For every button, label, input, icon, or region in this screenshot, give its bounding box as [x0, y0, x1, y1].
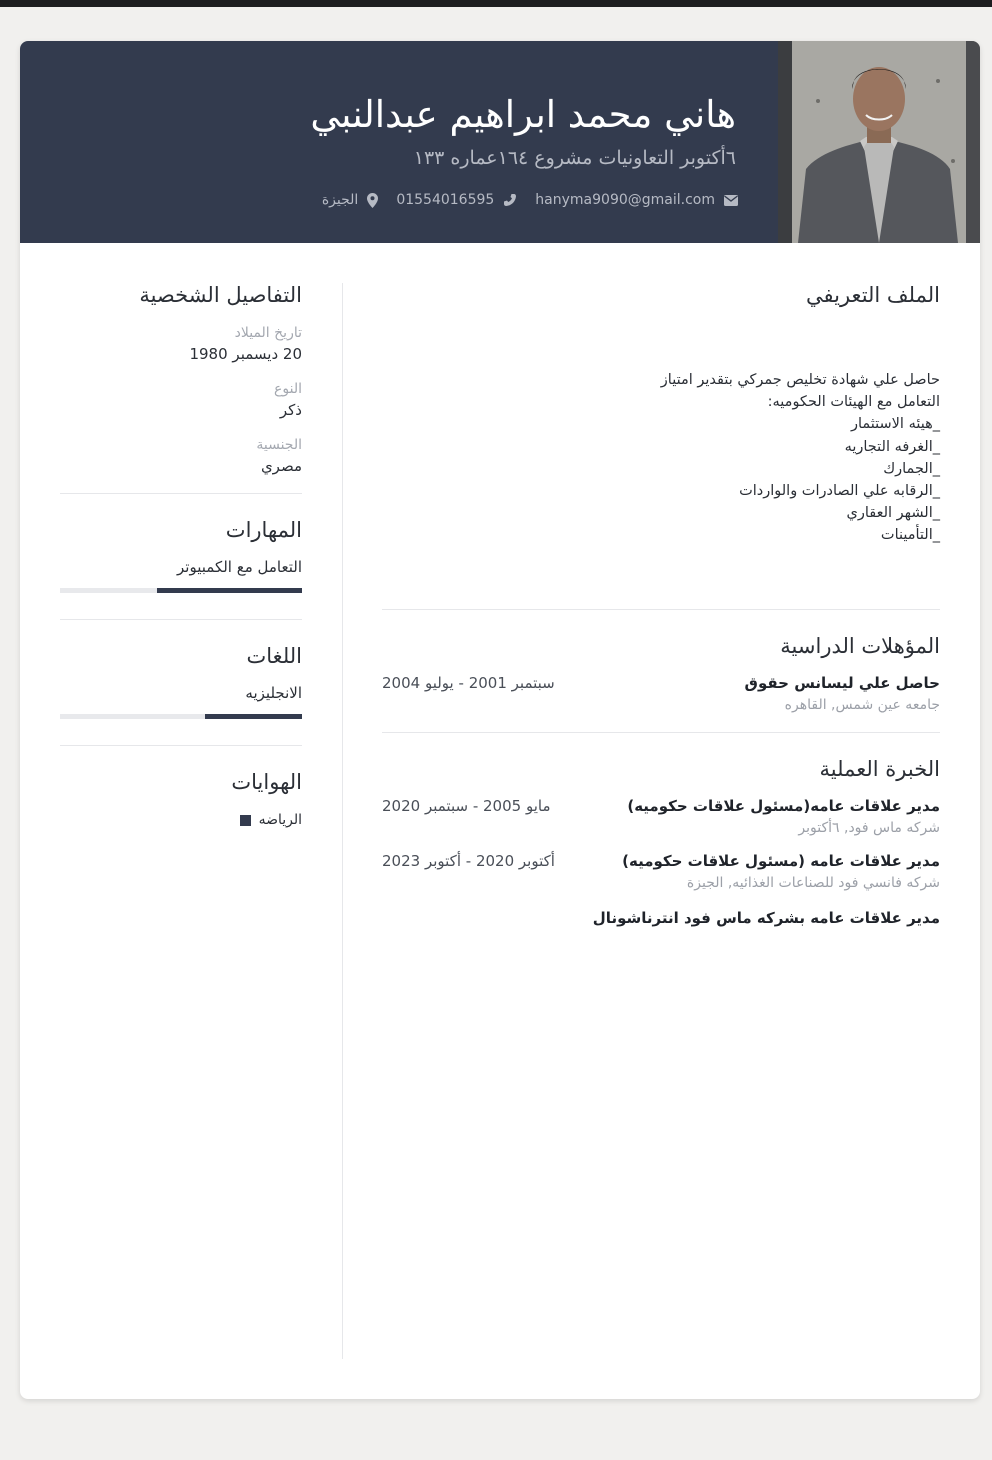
experience-heading: الخبرة العملية	[819, 756, 940, 781]
profile-line: _التأمينات	[880, 527, 940, 544]
profile-line: _الشهر العقاري	[846, 505, 940, 522]
hobbies-heading: الهوايات	[231, 770, 302, 794]
main-column	[382, 283, 940, 927]
phone-text: 01554016595	[396, 192, 495, 208]
language-level-bar	[60, 714, 302, 719]
nationality-value: مصري	[260, 457, 302, 475]
skill-level-bar	[60, 588, 302, 593]
profile-line: _الرقابه علي الصادرات والواردات	[739, 483, 940, 500]
email-text: hanyma9090@gmail.com	[535, 192, 715, 208]
email-item[interactable]	[535, 192, 738, 208]
location-pin-icon	[367, 193, 378, 208]
job-title: مدير علاقات عامه(مسئول علاقات حكوميه)	[627, 796, 940, 815]
profile-summary	[382, 369, 940, 547]
skill-name: التعامل مع الكمبيوتر	[177, 558, 302, 576]
hobby-item	[60, 812, 302, 828]
divider	[60, 619, 302, 620]
job-date: أكتوبر 2020 - أكتوبر 2023	[382, 851, 555, 870]
job-title: مدير علاقات عامه بشركه ماس فود انترناشونال	[592, 908, 940, 927]
divider	[382, 732, 940, 733]
birthdate-label: تاريخ الميلاد	[234, 325, 302, 341]
contact-row	[312, 190, 738, 210]
personal-fields	[60, 325, 302, 475]
envelope-icon	[724, 195, 738, 206]
job-title: مدير علاقات عامه (مسئول علاقات حكوميه)	[622, 851, 940, 870]
language-level-fill	[205, 714, 302, 719]
gender-label: النوع	[274, 381, 302, 397]
skills-heading: المهارات	[225, 518, 302, 542]
experience-entry	[382, 852, 940, 891]
experience-entry	[382, 797, 940, 836]
birthdate-value: 20 ديسمبر 1980	[189, 345, 302, 363]
job-company: شركه ماس فود, ٦أكتوبر	[798, 819, 940, 836]
phone-icon	[503, 193, 517, 207]
language-name: الانجليزيه	[245, 684, 302, 702]
languages-heading: اللغات	[246, 644, 302, 668]
profile-line: حاصل علي شهادة تخليص جمركي بتقدير امتياز	[660, 372, 940, 388]
personal-details-heading: التفاصيل الشخصية	[139, 283, 302, 307]
top-status-bar	[0, 0, 992, 7]
profile-line: التعامل مع الهيئات الحكوميه:	[767, 394, 940, 411]
city-text: الجيزة	[321, 192, 359, 208]
column-divider	[342, 283, 343, 1359]
phone-item[interactable]	[396, 192, 517, 208]
skill-level-fill	[157, 588, 302, 593]
gender-value: ذكر	[279, 401, 302, 419]
full-name: هاني محمد ابراهيم عبدالنبي	[310, 93, 736, 136]
experience-entry	[382, 909, 940, 927]
location-item	[322, 192, 378, 208]
divider	[60, 493, 302, 494]
profile-heading: الملف التعريفي	[806, 283, 940, 307]
resume-header	[20, 41, 980, 243]
education-title: حاصل علي ليسانس حقوق	[744, 673, 940, 692]
nationality-label: الجنسية	[256, 437, 302, 453]
square-bullet-icon	[240, 815, 251, 826]
profile-line: _الغرفه التجاريه	[844, 438, 940, 455]
divider	[382, 609, 940, 610]
education-date: سبتمبر 2001 - يوليو 2004	[382, 673, 555, 692]
sidebar-column	[60, 283, 302, 828]
profile-line: _الجمارك	[883, 460, 940, 477]
education-heading: المؤهلات الدراسية	[780, 633, 940, 658]
address: ٦أكتوبر التعاونيات مشروع ١٦٤عماره ١٣٣	[413, 147, 736, 169]
profile-line: _هيئه الاستثمار	[850, 416, 940, 433]
job-company: شركه فانسي فود للصناعات الغذائيه, الجيزة	[686, 874, 940, 891]
divider	[60, 745, 302, 746]
hobby-label: الرياضه	[258, 812, 302, 828]
education-institution: جامعه عين شمس, القاهره	[784, 696, 940, 713]
job-date: مايو 2005 - سبتمبر 2020	[382, 796, 551, 815]
education-entry	[382, 674, 940, 713]
resume-card	[20, 41, 980, 1399]
profile-photo	[778, 41, 980, 243]
